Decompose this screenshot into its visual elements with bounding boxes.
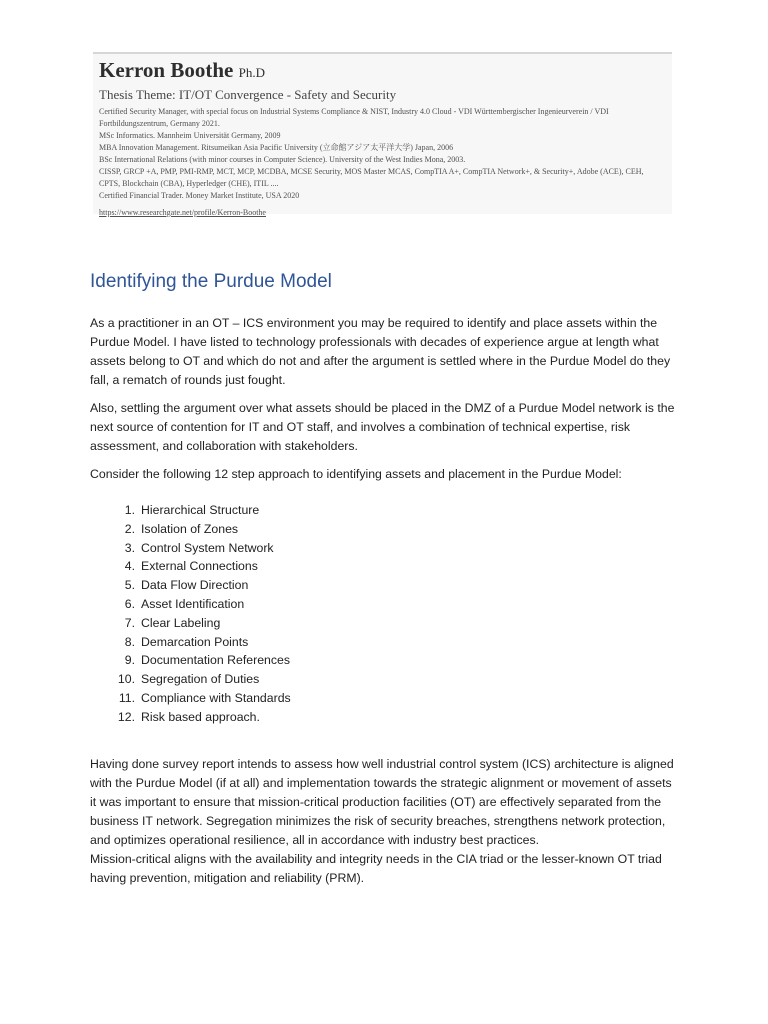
step-number: 2. [124,521,135,536]
list-item [90,614,680,633]
section-heading: Identifying the Purdue Model [90,271,332,292]
thesis-theme: Thesis Theme: IT/OT Convergence - Safety and Security [99,87,397,102]
step-number: 7. [124,615,135,630]
step-number: 10. [117,672,135,687]
list-item [90,689,680,708]
list-item [90,670,680,689]
step-number: 9. [124,653,135,668]
step-text: Demarcation Points [141,634,249,649]
step-text: Isolation of Zones [141,521,239,536]
list-item [90,651,680,670]
step-text: Data Flow Direction [141,578,249,593]
step-text: External Connections [141,559,258,574]
author-degree: Ph.D [238,65,265,80]
paragraph-mission-critical: Mission-critical aligns with the availability and integrity needs in the CIA triad or the lesser-known OT triad having prevention, mitigation and reliability (PRM). [90,851,662,885]
step-text: Control System Network [141,540,274,555]
list-item [90,520,680,539]
step-text: Segregation of Duties [141,672,260,687]
step-number: 11. [118,690,135,705]
step-number: 4. [124,559,135,574]
step-number: 1. [124,503,135,517]
step-text: Asset Identification [141,596,245,611]
step-text: Documentation References [141,653,291,668]
list-item [90,576,680,595]
step-number: 8. [124,634,135,649]
credential-line: Certified Security Manager, with special focus on Industrial Systems Compliance & NIST, Industry 4.0 Cloud - VDI Württembergischer Ingenieurverein / VDI Fortbildungszentrum, Germany 2021. [99,107,609,128]
credential-line: BSc International Relations (with minor courses in Computer Science). University of the West Indies Mona, 2003. [99,155,466,164]
researchgate-link[interactable]: https://www.researchgate.net/profile/Kerron-Boothe [99,208,266,217]
paragraph-steps-intro: Consider the following 12 step approach to identifying assets and placement in the Purdue Model: [90,467,622,481]
credential-line: MBA Innovation Management. Ritsumeikan Asia Pacific University (立命館アジア太平洋大学) Japan, 2006 [99,143,454,152]
author-card [93,52,672,217]
step-number: 6. [124,596,135,611]
credential-line: Certified Financial Trader. Money Market Institute, USA 2020 [99,191,300,200]
credential-line: MSc Informatics. Mannheim Universität Germany, 2009 [99,131,281,140]
step-text: Compliance with Standards [141,690,291,705]
author-name-text: Kerron Boothe [99,58,234,82]
paragraph-intro: As a practitioner in an OT – ICS environment you may be required to identify and place assets within the Purdue Model. I have listed to technology professionals with decades of experience argue at length what assets belong to OT and which do not and after the argument is settled where in the Purdue Model do they fall, a rematch of rounds just fought. [90,316,671,387]
list-item [90,633,680,652]
list-item [90,557,680,576]
step-number: 5. [124,578,135,593]
list-item [90,539,680,558]
paragraph-survey: Having done survey report intends to assess how well industrial control system (ICS) architecture is aligned with the Purdue Model (if at all) and implementation towards the strategic alignment or movement of assets it was important to ensure that mission-critical production facilities (OT) are effectively separated from the business IT network. Segregation minimizes the risk of security breaches, strengthens network protection, and optimizes operational resilience, all in accordance with industry best practices. [90,756,674,847]
step-number: 12. [117,709,135,724]
list-item [90,501,680,520]
credentials-list [99,106,666,202]
author-name [99,58,666,85]
step-text: Clear Labeling [141,615,221,630]
list-item [90,708,680,727]
article-body [90,268,680,888]
steps-list [90,501,680,727]
paragraph-dmz: Also, settling the argument over what assets should be placed in the DMZ of a Purdue Model network is the next source of contention for IT and OT staff, and involves a combination of technical expertise, risk assessment, and collaboration with stakeholders. [90,401,675,453]
list-item [90,595,680,614]
credential-line: CISSP, GRCP +A, PMP, PMI-RMP, MCT, MCP, MCDBA, MCSE Security, MOS Master MCAS, CompTIA A+, CompTIA Network+, & Security+, Adobe (ACE), CEH, CPTS, Blockchain (CBA), Hyperledger (CHE), ITIL .... [99,167,644,188]
step-text: Hierarchical Structure [141,503,260,517]
step-text: Risk based approach. [141,709,260,724]
step-number: 3. [124,540,135,555]
